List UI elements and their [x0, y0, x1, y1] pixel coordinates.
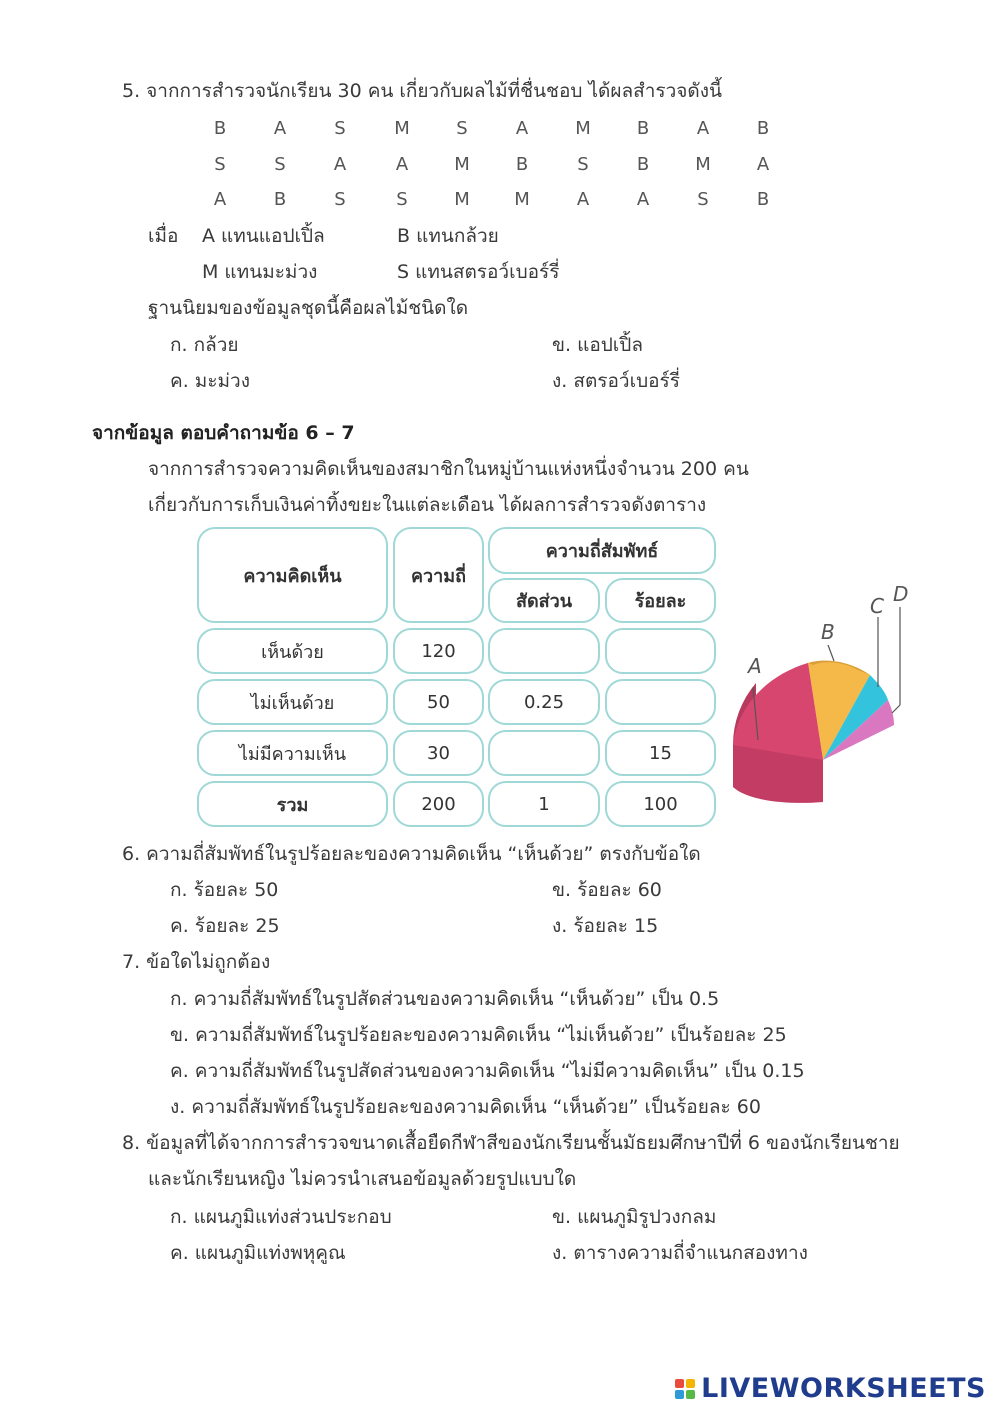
row3-opinion: ไม่มีความเห็น	[197, 730, 388, 776]
q8-choice-a[interactable]: ก. แผนภูมิแท่งส่วนประกอบ	[170, 1206, 392, 1228]
q5-choice-b[interactable]: ข. แอปเปิ้ล	[552, 334, 643, 356]
q5-letter-cell: S	[274, 154, 286, 175]
row3-ratio	[488, 730, 600, 776]
q5-choice-c[interactable]: ค. มะม่วง	[170, 370, 250, 392]
q5-letter-cell: S	[334, 189, 346, 210]
q5-letter-cell: A	[756, 154, 770, 175]
row1-percent	[605, 628, 716, 674]
section-heading: จากข้อมูล ตอบคำถามข้อ 6 – 7	[92, 422, 355, 444]
q5-letter-cell: S	[334, 118, 346, 139]
row2-frequency: 50	[393, 679, 484, 725]
q5-letter-cell: A	[696, 118, 710, 139]
q5-stem: 5. จากการสำรวจนักเรียน 30 คน เกี่ยวกับผลไม้ที่ชื่นชอบ ได้ผลสำรวจดังนี้	[122, 80, 723, 102]
q7-stem: 7. ข้อใดไม่ถูกต้อง	[122, 951, 271, 973]
row2-percent	[605, 679, 716, 725]
q7-choice-c[interactable]: ค. ความถี่สัมพัทธ์ในรูปสัดส่วนของความคิดเห็น “ไม่มีความคิดเห็น” เป็น 0.15	[170, 1060, 805, 1082]
row3-frequency: 30	[393, 730, 484, 776]
q5-letter-cell: M	[454, 189, 470, 210]
q5-letter-cell: A	[576, 189, 590, 210]
pie-label-a: A	[748, 654, 762, 678]
q8-choice-d[interactable]: ง. ตารางความถี่จำแนกสองทาง	[552, 1242, 808, 1264]
q5-letter-cell: A	[273, 118, 287, 139]
section-intro-line2: เกี่ยวกับการเก็บเงินค่าทิ้งขยะในแต่ละเดือน ได้ผลการสำรวจดังตาราง	[148, 494, 707, 516]
q6-choice-b[interactable]: ข. ร้อยละ 60	[552, 879, 662, 901]
q5-letter-cell: A	[213, 189, 227, 210]
q5-letter-cell: B	[515, 154, 529, 175]
q5-choice-a[interactable]: ก. กล้วย	[170, 334, 239, 356]
leader-line-d2	[892, 705, 900, 713]
liveworksheets-logo[interactable]	[675, 1373, 986, 1404]
half-pie-illustration	[728, 575, 918, 805]
q5-letter-cell: A	[395, 154, 409, 175]
total-frequency: 200	[393, 781, 484, 827]
q5-letter-cell: M	[695, 154, 711, 175]
q7-choice-a[interactable]: ก. ความถี่สัมพัทธ์ในรูปสัดส่วนของความคิดเห็น “เห็นด้วย” เป็น 0.5	[170, 988, 720, 1010]
pie-label-d: D	[893, 582, 909, 606]
liveworksheets-brand-text: LIVEWORKSHEETS	[701, 1373, 986, 1404]
row3-percent: 15	[605, 730, 716, 776]
q5-letter-cell: M	[394, 118, 410, 139]
q6-choice-a[interactable]: ก. ร้อยละ 50	[170, 879, 279, 901]
q6-choice-d[interactable]: ง. ร้อยละ 15	[552, 915, 659, 937]
q5-question: ฐานนิยมของข้อมูลชุดนี้คือผลไม้ชนิดใด	[148, 297, 469, 319]
q5-legend-a: A แทนแอปเปิ้ล	[202, 225, 325, 247]
q8-choice-c[interactable]: ค. แผนภูมิแท่งพหุคูณ	[170, 1242, 346, 1264]
liveworksheets-mark-icon	[675, 1379, 695, 1399]
q5-legend-b: B แทนกล้วย	[397, 225, 499, 247]
total-percent: 100	[605, 781, 716, 827]
q5-letter-cell: M	[575, 118, 591, 139]
leader-line-b	[828, 645, 834, 661]
q5-letter-cell: B	[636, 118, 650, 139]
q5-letter-cell: S	[577, 154, 589, 175]
total-label: รวม	[197, 781, 388, 827]
q5-letter-cell: B	[213, 118, 227, 139]
q8-stem-line2: และนักเรียนหญิง ไม่ควรนำเสนอข้อมูลด้วยรูปแบบใด	[148, 1168, 577, 1190]
pie-label-c: C	[870, 594, 884, 618]
row1-frequency: 120	[393, 628, 484, 674]
total-ratio: 1	[488, 781, 600, 827]
q5-letter-cell: A	[515, 118, 529, 139]
q7-choice-d[interactable]: ง. ความถี่สัมพัทธ์ในรูปร้อยละของความคิดเห็น “เห็นด้วย” เป็นร้อยละ 60	[170, 1096, 761, 1118]
q5-legend-s: S แทนสตรอว์เบอร์รี่	[397, 261, 560, 283]
q5-letter-cell: B	[636, 154, 650, 175]
q5-choice-d[interactable]: ง. สตรอว์เบอร์รี่	[552, 370, 680, 392]
q6-stem: 6. ความถี่สัมพัทธ์ในรูปร้อยละของความคิดเห็น “เห็นด้วย” ตรงกับข้อใด	[122, 843, 701, 865]
header-relative-frequency: ความถี่สัมพัทธ์	[488, 527, 716, 574]
header-opinion: ความคิดเห็น	[197, 527, 388, 623]
q5-letter-cell: S	[214, 154, 226, 175]
q5-when-label: เมื่อ	[148, 225, 179, 247]
q5-letter-cell: A	[333, 154, 347, 175]
section-intro-line1: จากการสำรวจความคิดเห็นของสมาชิกในหมู่บ้านแห่งหนึ่งจำนวน 200 คน	[148, 458, 749, 480]
header-frequency: ความถี่	[393, 527, 484, 623]
q5-letter-cell: S	[396, 189, 408, 210]
q8-choice-b[interactable]: ข. แผนภูมิรูปวงกลม	[552, 1206, 717, 1228]
row2-opinion: ไม่เห็นด้วย	[197, 679, 388, 725]
q5-letter-cell: M	[454, 154, 470, 175]
q6-choice-c[interactable]: ค. ร้อยละ 25	[170, 915, 280, 937]
row2-ratio: 0.25	[488, 679, 600, 725]
q5-letter-cell: S	[697, 189, 709, 210]
q5-letter-cell: A	[636, 189, 650, 210]
q5-letter-cell: S	[456, 118, 468, 139]
q7-choice-b[interactable]: ข. ความถี่สัมพัทธ์ในรูปร้อยละของความคิดเห็น “ไม่เห็นด้วย” เป็นร้อยละ 25	[170, 1024, 787, 1046]
q5-letter-cell: B	[756, 189, 770, 210]
q5-letter-cell: M	[514, 189, 530, 210]
q5-legend-m: M แทนมะม่วง	[202, 261, 318, 283]
q5-letter-cell: B	[756, 118, 770, 139]
row1-ratio	[488, 628, 600, 674]
q5-letter-cell: B	[273, 189, 287, 210]
row1-opinion: เห็นด้วย	[197, 628, 388, 674]
pie-label-b: B	[821, 620, 835, 644]
q8-stem-line1: 8. ข้อมูลที่ได้จากการสำรวจขนาดเสื้อยืดกีฬาสีของนักเรียนชั้นมัธยมศึกษาปีที่ 6 ของนักเรียนชาย	[122, 1132, 900, 1154]
header-ratio: สัดส่วน	[488, 578, 600, 623]
header-percent: ร้อยละ	[605, 578, 716, 623]
